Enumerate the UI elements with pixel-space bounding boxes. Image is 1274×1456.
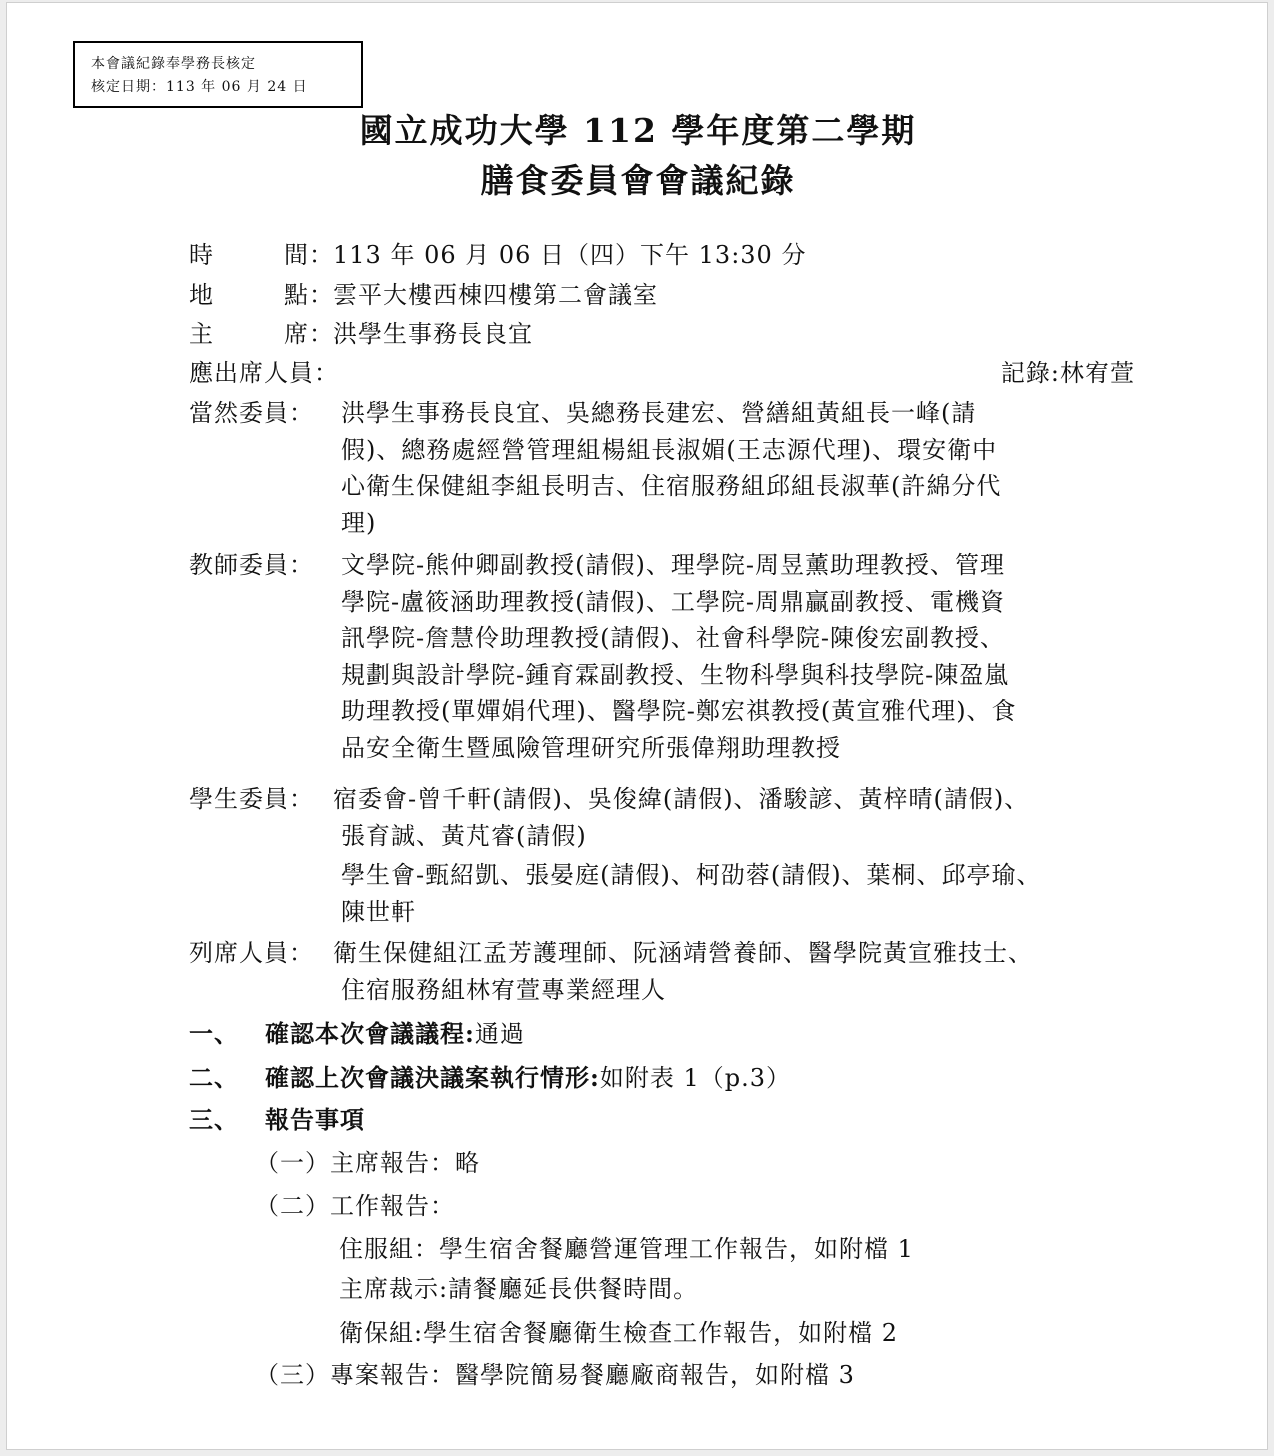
faculty-line: 助理教授(單嬋娟代理)、醫學院-鄭宏祺教授(黃宣雅代理)、食 bbox=[341, 697, 1017, 725]
attending-line: 衛生保健組江孟芳護理師、阮涵靖營養師、醫學院黃宣雅技士、 bbox=[333, 939, 1033, 967]
approval-date: 核定日期：113 年 06 月 24 日 bbox=[91, 79, 308, 95]
document-subtitle: 膳食委員會會議紀錄 bbox=[480, 161, 796, 200]
meeting-place: 地 點：雲平大樓西棟四樓第二會議室 bbox=[189, 281, 658, 309]
student-line: 宿委會-曾千軒(請假)、吳俊緯(請假)、潘駿諺、黃梓晴(請假)、 bbox=[333, 785, 1030, 813]
faculty-line: 規劃與設計學院-鍾育霖副教授、生物科學與科技學院-陳盈嵐 bbox=[341, 660, 1010, 689]
report-chair: （一）主席報告：略 bbox=[255, 1149, 480, 1177]
chair-label: 主 席 bbox=[189, 320, 309, 348]
approval-line-1: 本會議紀錄奉學務長核定 bbox=[91, 56, 256, 72]
section-2-value: 如附表 1（p.3） bbox=[599, 1064, 792, 1092]
faculty-line: 品安全衛生暨風險管理研究所張偉翔助理教授 bbox=[341, 733, 841, 762]
chair-value: 洪學生事務長良宜 bbox=[333, 320, 533, 348]
section-3-heading: 報告事項 bbox=[265, 1105, 365, 1134]
section-3-number: 三、 bbox=[189, 1105, 239, 1134]
faculty-line: 文學院-熊仲卿副教授(請假)、理學院-周昱薰助理教授、管理 bbox=[341, 551, 1005, 579]
section-2-heading: 確認上次會議決議案執行情形: bbox=[265, 1063, 600, 1092]
document-page bbox=[6, 2, 1268, 1450]
section-3 bbox=[189, 1104, 365, 1136]
section-1 bbox=[189, 1018, 525, 1050]
report-project: （三）專案報告：醫學院簡易餐廳廠商報告，如附檔 3 bbox=[255, 1361, 855, 1389]
student-line: 張育誠、黃芃睿(請假) bbox=[341, 821, 587, 850]
section-1-heading: 確認本次會議議程: bbox=[265, 1019, 475, 1048]
student-line: 陳世軒 bbox=[341, 897, 416, 926]
student-label: 學生委員： bbox=[189, 785, 314, 813]
time-value: 113 年 06 月 06 日（四）下午 13:30 分 bbox=[333, 241, 807, 269]
meeting-time: 時 間：113 年 06 月 06 日（四）下午 13:30 分 bbox=[189, 241, 807, 269]
report-work: （二）工作報告： bbox=[255, 1192, 455, 1220]
place-label: 地 點 bbox=[189, 281, 309, 309]
report-work-chair-directive: 主席裁示:請餐廳延長供餐時間。 bbox=[339, 1275, 699, 1303]
approval-stamp-box bbox=[73, 41, 363, 108]
student-line: 學生會-甄紹凱、張晏庭(請假)、柯劭蓉(請假)、葉桐、邱亭瑜、 bbox=[341, 861, 1042, 889]
ex-officio-line: 理) bbox=[341, 508, 377, 537]
attendees-heading: 應出席人員： bbox=[189, 359, 339, 387]
attending-members bbox=[189, 935, 1169, 1011]
faculty-line: 學院-盧筱涵助理教授(請假)、工學院-周鼎贏副教授、電機資 bbox=[341, 587, 1005, 616]
section-2-number: 二、 bbox=[189, 1063, 239, 1092]
section-1-number: 一、 bbox=[189, 1019, 239, 1048]
ex-officio-label: 當然委員： bbox=[189, 399, 314, 427]
ex-officio-line: 心衛生保健組李組長明吉、住宿服務組邱組長淑華(許綿分代 bbox=[341, 472, 1002, 500]
student-members bbox=[189, 781, 1169, 931]
meeting-chair: 主 席：洪學生事務長良宜 bbox=[189, 320, 533, 348]
faculty-line: 訊學院-詹慧伶助理教授(請假)、社會科學院-陳俊宏副教授、 bbox=[341, 624, 1005, 652]
place-value: 雲平大樓西棟四樓第二會議室 bbox=[333, 281, 658, 309]
report-work-health: 衛保組:學生宿舍餐廳衛生檢查工作報告，如附檔 2 bbox=[339, 1319, 898, 1347]
ex-officio-line: 假)、總務處經營管理組楊組長淑媚(王志源代理)、環安衛中 bbox=[341, 435, 998, 464]
faculty-members bbox=[189, 547, 1169, 772]
section-2 bbox=[189, 1062, 791, 1094]
ex-officio-line: 洪學生事務長良宜、吳總務長建宏、營繕組黃組長一峰(請 bbox=[341, 399, 977, 427]
time-label: 時 間 bbox=[189, 241, 309, 269]
attending-line: 住宿服務組林宥萱專業經理人 bbox=[341, 975, 666, 1004]
document-title: 國立成功大學 112 學年度第二學期 bbox=[359, 111, 917, 150]
report-work-housing: 住服組：學生宿舍餐廳營運管理工作報告，如附檔 1 bbox=[339, 1235, 914, 1263]
recorder: 記錄:林宥萱 bbox=[1000, 359, 1135, 387]
ex-officio-members bbox=[189, 395, 1169, 545]
faculty-label: 教師委員： bbox=[189, 551, 314, 579]
attending-label: 列席人員： bbox=[189, 939, 314, 967]
section-1-value: 通過 bbox=[474, 1020, 525, 1048]
